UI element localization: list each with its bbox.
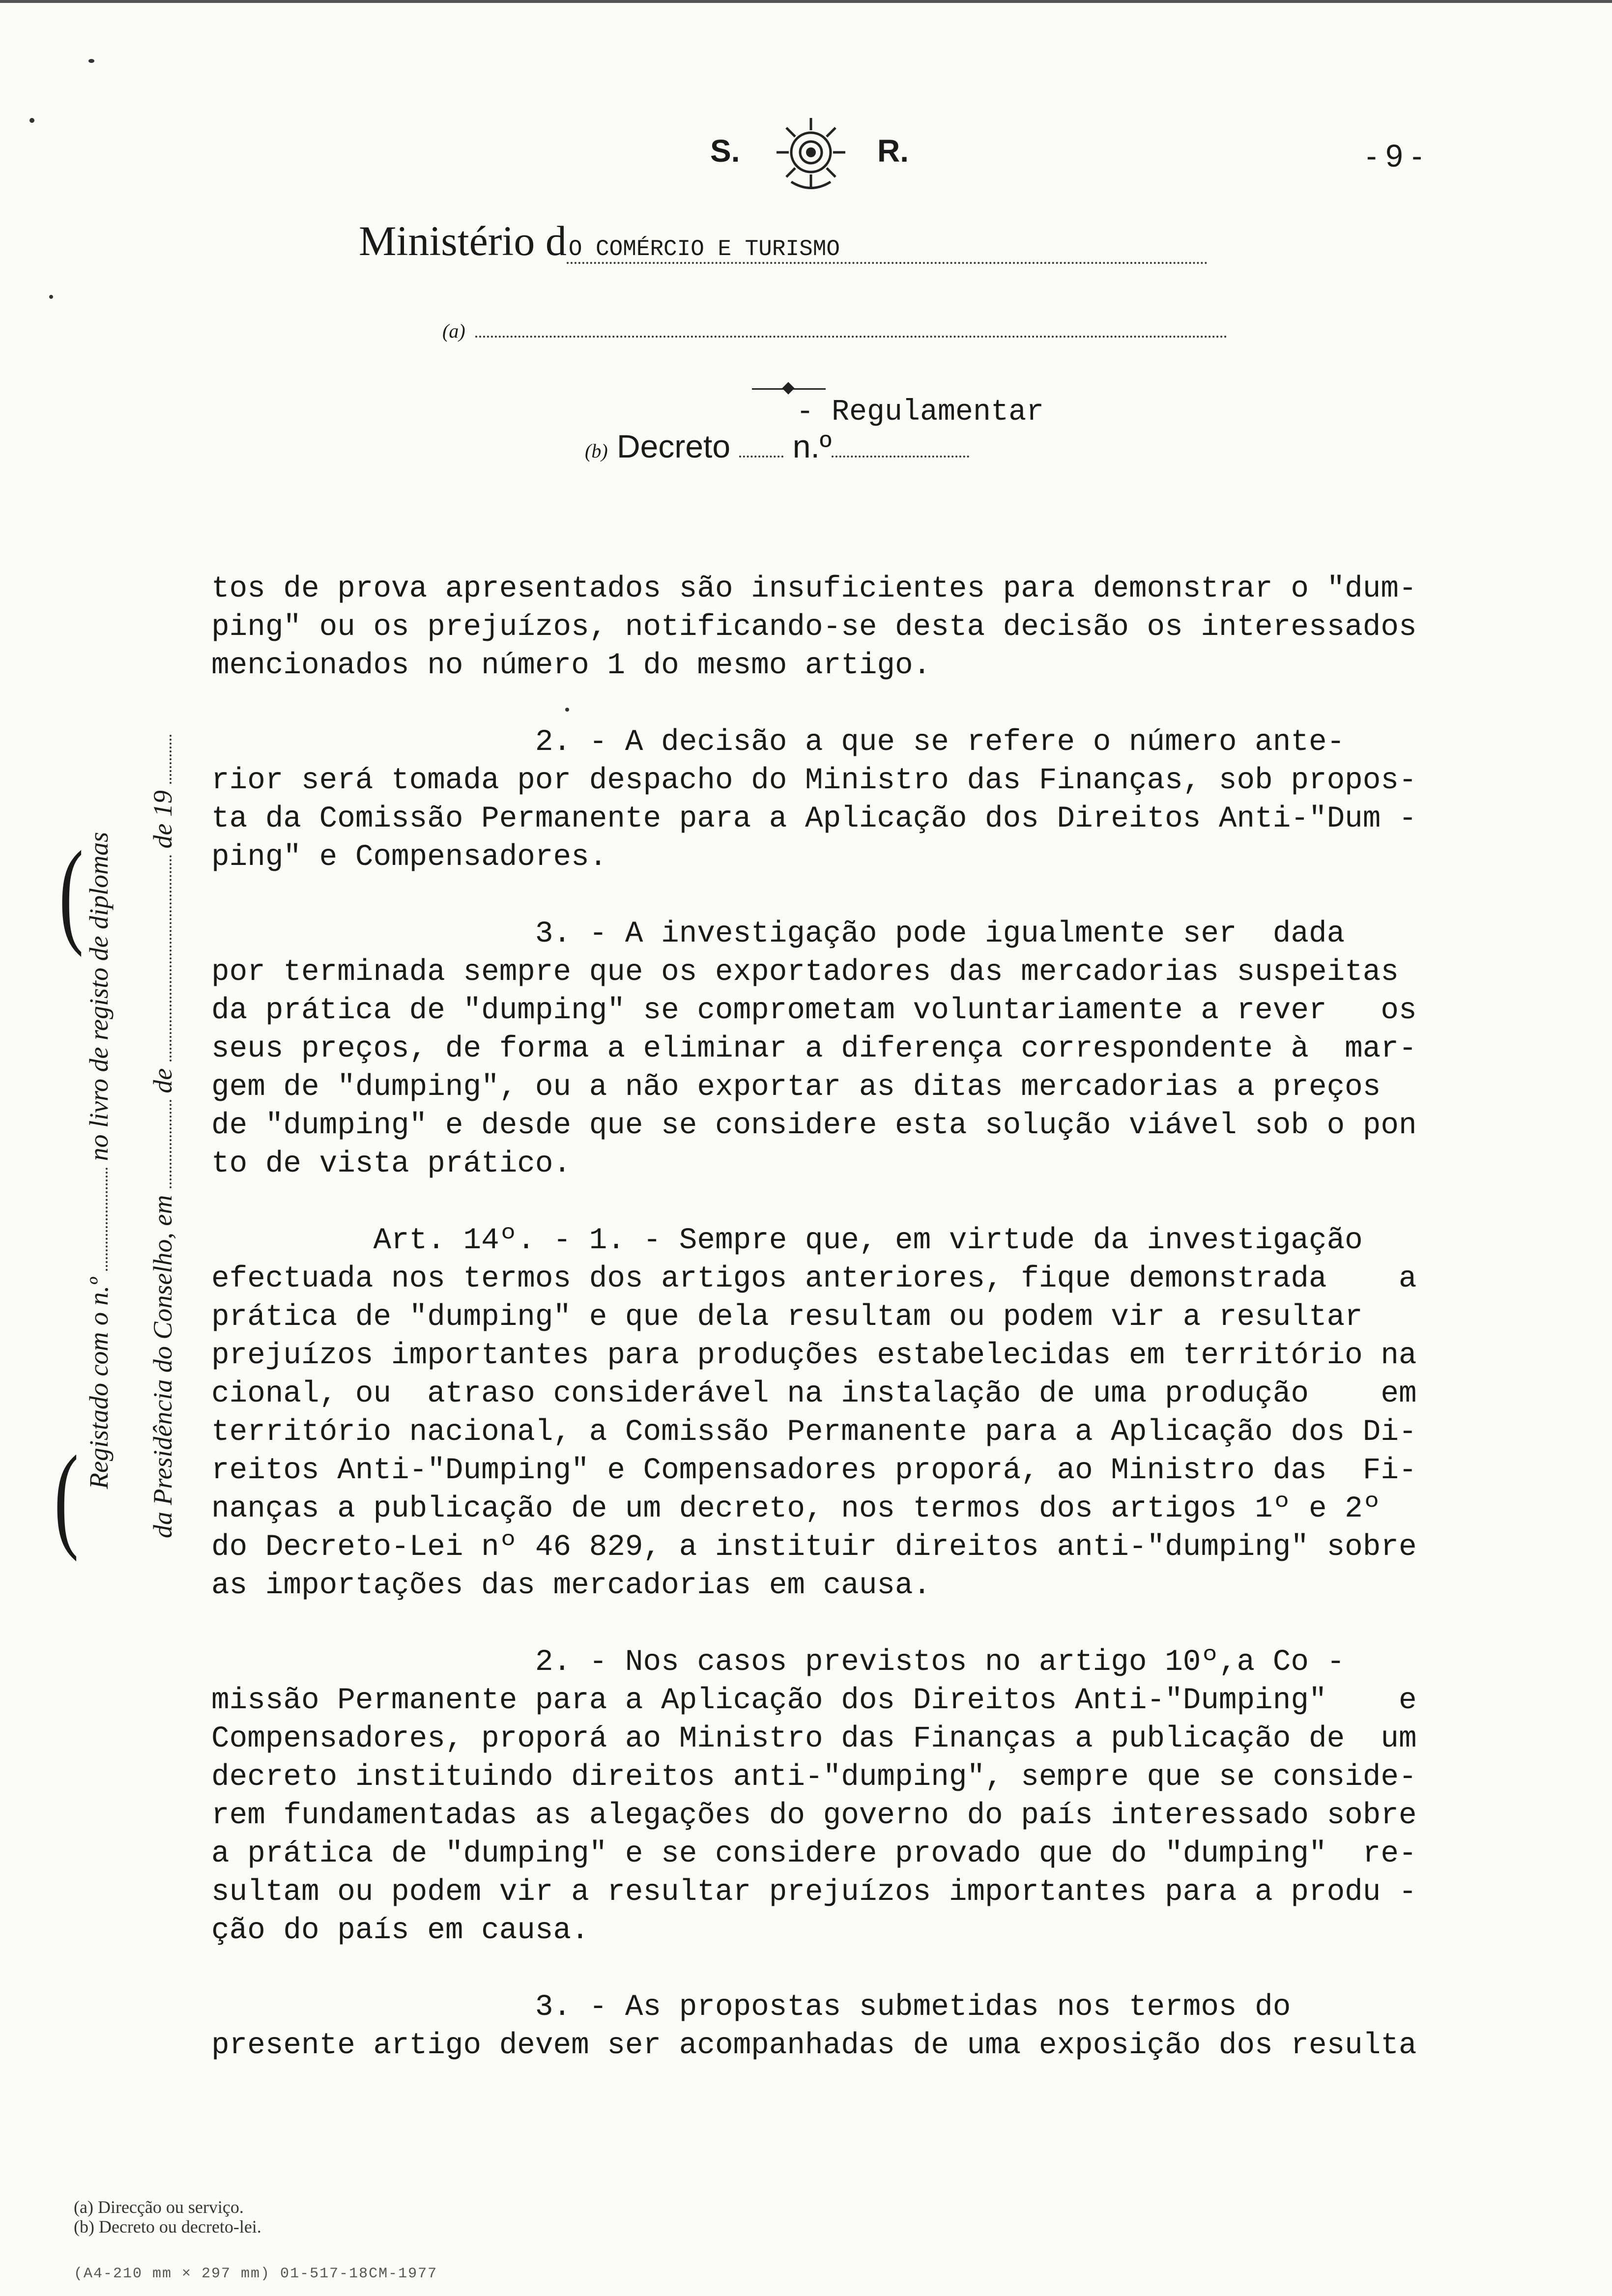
text-line: 2. - Nos casos previstos no artigo 10º,a Co -: [211, 1645, 1345, 1679]
margin-dotted-line: [106, 1168, 108, 1271]
text-line: por terminada sempre que os exportadores das mercadorias suspeitas: [211, 955, 1399, 989]
document-body: [211, 570, 1573, 2103]
numero-label: n.º: [792, 428, 832, 464]
text-line: rem fundamentadas as alegações do governo do país interessado sobre: [211, 1799, 1417, 1833]
paragraph: [211, 1222, 1573, 1605]
margin-line2-mid: de: [148, 1068, 177, 1093]
text-line: sultam ou podem vir a resultar prejuízos importantes para a produ -: [211, 1875, 1417, 1909]
text-line: presente artigo devem ser acompanhadas de uma exposição dos resulta: [211, 2029, 1417, 2063]
ministry-prefix: Ministério d: [359, 217, 567, 264]
margin-line1-end: no livro de registo de diplomas: [84, 832, 114, 1161]
scan-speck: [49, 295, 53, 299]
ministry-name: O COMÉRCIO E TURISMO: [567, 236, 1208, 264]
text-line: reitos Anti-"Dumping" e Compensadores proporá, ao Ministro das Fi-: [211, 1454, 1417, 1488]
text-line: território nacional, a Comissão Permanente para a Aplicação dos Di-: [211, 1415, 1417, 1449]
decreto-line: [585, 428, 969, 465]
text-line: de "dumping" e desde que se considere esta solução viável sob o pon: [211, 1109, 1417, 1143]
margin-bracket: (: [54, 1432, 79, 1562]
margin-dotted-line: [170, 855, 172, 1062]
scan-speck: [29, 118, 34, 123]
text-line: to de vista prático.: [211, 1147, 572, 1181]
text-line: ção do país em causa.: [211, 1914, 589, 1948]
margin-dotted-line: [170, 735, 172, 784]
margin-line2-end: de 19: [148, 790, 177, 849]
text-line: efectuada nos termos dos artigos anteriores, fique demonstrada a: [211, 1262, 1417, 1296]
text-line: as importações das mercadorias em causa.: [211, 1569, 931, 1603]
decreto-label: Decreto: [616, 428, 731, 464]
text-line: prejuízos importantes para produções estabelecidas em território na: [211, 1339, 1417, 1373]
text-line: missão Permanente para a Aplicação dos Direitos Anti-"Dumping" e: [211, 1684, 1417, 1718]
paragraph: [211, 723, 1573, 877]
coat-of-arms-icon: [767, 108, 855, 197]
footnote-a: (a) Direcção ou serviço.: [74, 2197, 244, 2217]
numero-dotted-line: [832, 456, 969, 458]
margin-dotted-line: [170, 1100, 172, 1188]
field-a-dotted-line: [475, 336, 1227, 338]
margin-line1-start: Registado com o n.º: [84, 1277, 114, 1489]
text-line: Compensadores, proporá ao Ministro das Finanças a publicação de um: [211, 1722, 1417, 1756]
print-code: (A4-210 mm × 297 mm) 01-517-18CM-1977: [74, 2266, 438, 2282]
field-a-label: (a): [442, 320, 465, 342]
footnote-b: (b) Decreto ou decreto-lei.: [74, 2217, 261, 2237]
text-line: mencionados no número 1 do mesmo artigo.: [211, 649, 931, 683]
ornament-diamond-icon: [782, 382, 794, 394]
text-line: da prática de "dumping" se comprometam voluntariamente a rever os: [211, 994, 1417, 1028]
text-line: 2. - A decisão a que se refere o número ante-: [211, 725, 1345, 759]
top-border-line: [0, 0, 1612, 3]
margin-bracket: (: [59, 827, 84, 958]
text-line: decreto instituindo direitos anti-"dumping", sempre que se conside-: [211, 1760, 1417, 1794]
text-line: Art. 14º. - 1. - Sempre que, em virtude da investigação: [211, 1224, 1363, 1258]
text-line: gem de "dumping", ou a não exportar as ditas mercadorias a preços: [211, 1070, 1381, 1104]
margin-line2-start: da Presidência do Conselho, em: [148, 1195, 177, 1538]
decreto-dotted-line: [739, 456, 783, 458]
text-line: do Decreto-Lei nº 46 829, a instituir direitos anti-"dumping" sobre: [211, 1530, 1417, 1564]
header-letter-s: S.: [710, 133, 740, 169]
text-line: tos de prova apresentados são insuficientes para demonstrar o "dum-: [211, 572, 1417, 606]
paragraph: [211, 1988, 1573, 2065]
header-letter-r: R.: [877, 133, 909, 169]
text-line: nanças a publicação de um decreto, nos termos dos artigos 1º e 2º: [211, 1492, 1381, 1526]
margin-registration-line-1: [84, 832, 114, 1489]
text-line: seus preços, de forma a eliminar a diferença correspondente à mar-: [211, 1032, 1417, 1066]
text-line: cional, ou atraso considerável na instalação de uma produção em: [211, 1377, 1417, 1411]
ministry-heading: [359, 216, 1208, 265]
page-number: - 9 -: [1366, 138, 1422, 173]
text-line: ping" e Compensadores.: [211, 840, 607, 874]
text-line: a prática de "dumping" e se considere provado que do "dumping" re-: [211, 1837, 1417, 1871]
text-line: 3. - A investigação pode igualmente ser dada: [211, 917, 1345, 951]
text-line: 3. - As propostas submetidas nos termos do: [211, 1990, 1291, 2024]
regulamentar-text: - Regulamentar: [796, 396, 1044, 429]
text-line: rior será tomada por despacho do Ministro das Finanças, sob propos-: [211, 764, 1417, 798]
text-line: prática de "dumping" e que dela resultam ou podem vir a resultar: [211, 1300, 1363, 1334]
field-b-label: (b): [585, 440, 608, 462]
text-line: ta da Comissão Permanente para a Aplicação dos Direitos Anti-"Dum -: [211, 802, 1417, 836]
paragraph: [211, 915, 1573, 1183]
margin-registration-line-2: [147, 735, 178, 1538]
paragraph: [211, 1643, 1573, 1950]
paragraph: [211, 570, 1573, 685]
text-line: ping" ou os prejuízos, notificando-se desta decisão os interessados: [211, 610, 1417, 644]
field-a: [442, 319, 1227, 343]
scan-speck: [88, 59, 94, 63]
